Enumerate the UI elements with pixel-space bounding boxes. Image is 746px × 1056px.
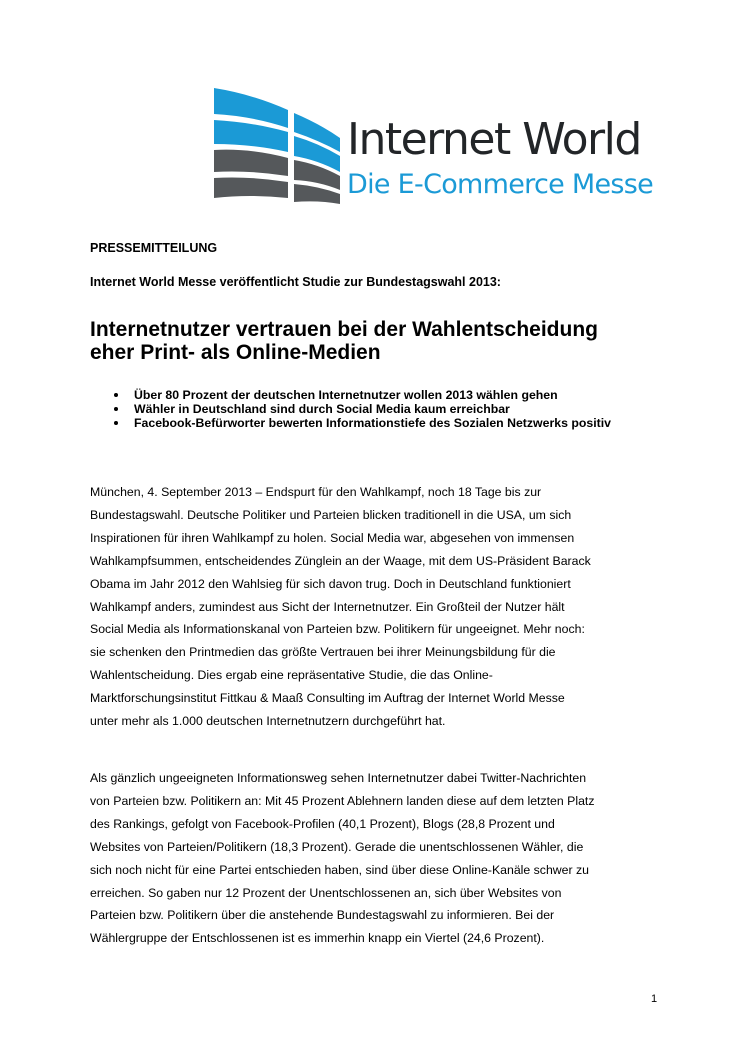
paragraph-line: Wählergruppe der Entschlossenen ist es immerhin knapp ein Viertel (24,6 Prozent).	[90, 931, 545, 946]
paragraph-line: Als gänzlich ungeeigneten Informationsweg sehen Internetnutzer dabei Twitter-Nachrichten	[90, 771, 587, 785]
paragraph-line: Inspirationen für ihren Wahlkampf zu holen. Social Media war, abgesehen von immensen	[90, 530, 575, 545]
paragraph-line: Websites von Parteien/Politikern (18,3 Prozent). Gerade die unentschlossenen Wähler, die	[90, 839, 584, 854]
paragraph-line: Parteien bzw. Politikern über die anstehende Bundestagswahl zu informieren. Bei der	[90, 908, 555, 923]
highlight-item: Facebook-Befürworter bewerten Informationstiefe des Sozialen Netzwerks positiv	[90, 416, 614, 430]
paragraph-line: Marktforschungsinstitut Fittkau & Maaß Consulting im Auftrag der Internet World Messe	[90, 691, 565, 706]
paragraph-line: Bundestagswahl. Deutsche Politiker und Parteien blicken traditionell in die USA, um sich	[90, 507, 572, 522]
document-subtitle: Internet World Messe veröffentlicht Studie zur Bundestagswahl 2013:	[90, 275, 501, 289]
paragraph-line: des Rankings, gefolgt von Facebook-Profilen (40,1 Prozent), Blogs (28,8 Prozent und	[90, 816, 555, 831]
logo-tile-blue-3	[214, 120, 288, 152]
logo-tile-gray-1	[214, 150, 288, 176]
paragraph-line: Wahlkampfsummen, entscheidendes Zünglein an der Waage, mit dem US-Präsident Barack	[90, 553, 591, 568]
paragraph-line: Wahlkampf anders, zumindest aus Sicht der Internetnutzer. Ein Großteil der Nutzer hält	[90, 599, 565, 614]
highlight-item: Wähler in Deutschland sind durch Social Media kaum erreichbar	[90, 402, 660, 416]
body-paragraph-1	[90, 481, 660, 733]
paragraph-line: Wahlentscheidung. Dies ergab eine repräsentative Studie, die das Online-	[90, 668, 493, 683]
paragraph-line: unter mehr als 1.000 deutschen Internetnutzern durchgeführt hat.	[90, 714, 446, 729]
highlights-list	[90, 388, 660, 431]
paragraph-line: Obama im Jahr 2012 den Wahlsieg für sich davon trug. Doch in Deutschland funktioniert	[90, 576, 571, 591]
page-number: 1	[651, 993, 658, 1005]
paragraph-line: sie schenken den Printmedien das größte Vertrauen bei ihrer Meinungsbildung für die	[90, 645, 556, 660]
paragraph-line: von Parteien bzw. Politikern an: Mit 45 Prozent Ablehnern landen diese auf dem letzten Platz	[90, 793, 595, 808]
headline-line-1: Internetnutzer vertrauen bei der Wahlentscheidung	[90, 318, 598, 341]
paragraph-line: München, 4. September 2013 – Endspurt für den Wahlkampf, noch 18 Tage bis zur	[90, 485, 542, 499]
headline-line-2: eher Print- als Online-Medien	[90, 341, 381, 364]
logo-tile-gray-3	[214, 178, 288, 199]
highlight-item: Über 80 Prozent der deutschen Internetnutzer wollen 2013 wählen gehen	[90, 388, 660, 402]
paragraph-line: Social Media als Informationskanal von Parteien bzw. Politikern für ungeeignet. Mehr noch:	[90, 622, 585, 637]
paragraph-line: sich noch nicht für eine Partei entschieden haben, sind über diese Online-Kanäle schwer zu	[90, 862, 590, 877]
paragraph-line: erreichen. So gaben nur 12 Prozent der Unentschlossenen an, sich über Websites von	[90, 885, 562, 900]
headline	[90, 318, 690, 364]
logo-wordmark: Internet World	[347, 114, 641, 165]
logo-tagline: Die E-Commerce Messe	[347, 169, 654, 200]
document-type-label: PRESSEMITTEILUNG	[90, 241, 218, 255]
body-paragraph-2	[90, 767, 660, 950]
